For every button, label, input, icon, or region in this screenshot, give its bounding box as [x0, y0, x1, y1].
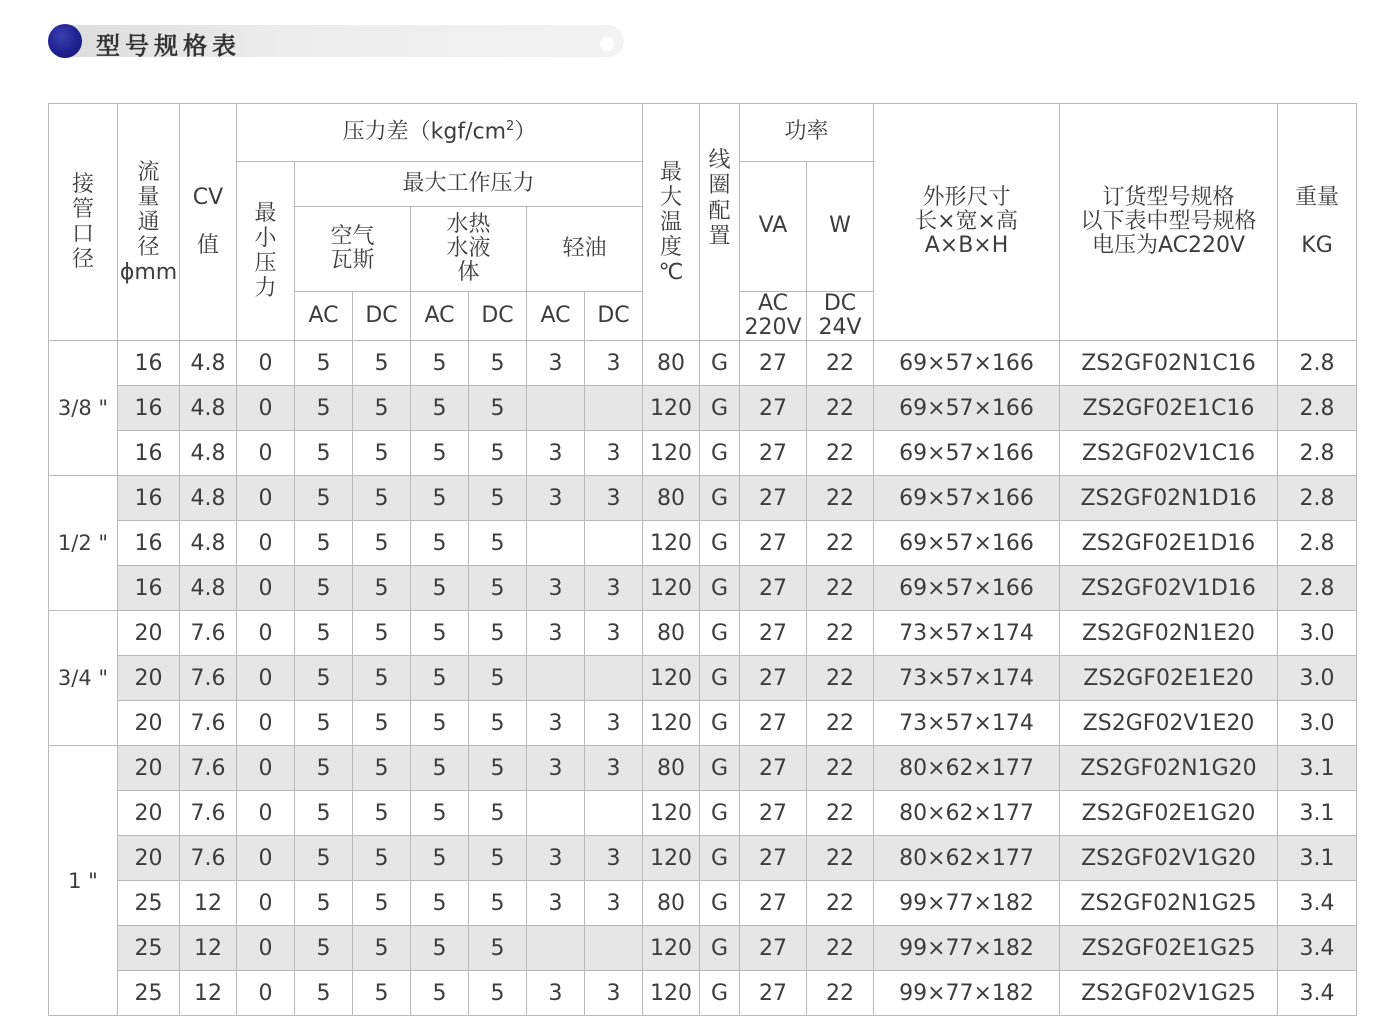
cell-coil: G — [700, 791, 740, 836]
header-w-sub: DC 24V — [807, 292, 874, 341]
cell-w: 22 — [807, 656, 874, 701]
header-max-temp: 最大温度 ℃ — [643, 104, 700, 341]
cell-air-dc: 5 — [353, 521, 411, 566]
cell-weight: 2.8 — [1278, 431, 1357, 476]
cell-va: 27 — [740, 881, 807, 926]
table-row — [49, 881, 1357, 926]
cell-coil: G — [700, 746, 740, 791]
cell-water-ac: 5 — [411, 971, 469, 1016]
cell-flow: 20 — [118, 791, 180, 836]
cell-va: 27 — [740, 431, 807, 476]
cell-oil-ac: 3 — [527, 431, 585, 476]
cell-water-dc: 5 — [469, 746, 527, 791]
table-row — [49, 791, 1357, 836]
cell-dims: 69×57×166 — [874, 521, 1060, 566]
cell-weight: 2.8 — [1278, 386, 1357, 431]
header-port: 接管口径 — [49, 104, 118, 341]
cell-flow: 25 — [118, 926, 180, 971]
cell-air-dc: 5 — [353, 701, 411, 746]
cell-va: 27 — [740, 341, 807, 386]
cell-oil-dc: 3 — [585, 341, 643, 386]
cell-dims: 80×62×177 — [874, 746, 1060, 791]
cell-temp: 120 — [643, 971, 700, 1016]
cell-weight: 2.8 — [1278, 476, 1357, 521]
cell-air-dc: 5 — [353, 431, 411, 476]
cell-weight: 3.0 — [1278, 701, 1357, 746]
header-oil-ac: AC — [527, 292, 585, 341]
table-row — [49, 521, 1357, 566]
header-min-pressure: 最小压力 — [237, 162, 295, 341]
cell-air-ac: 5 — [295, 521, 353, 566]
cell-va: 27 — [740, 521, 807, 566]
cell-flow: 16 — [118, 431, 180, 476]
cell-oil-ac: 3 — [527, 746, 585, 791]
cell-weight: 3.4 — [1278, 926, 1357, 971]
cell-water-dc: 5 — [469, 476, 527, 521]
table-row — [49, 386, 1357, 431]
cell-oil-ac: 3 — [527, 701, 585, 746]
cell-w: 22 — [807, 791, 874, 836]
cell-temp: 120 — [643, 566, 700, 611]
cell-w: 22 — [807, 566, 874, 611]
section-title: 型号规格表 — [96, 31, 241, 60]
cell-dims: 69×57×166 — [874, 386, 1060, 431]
table-row — [49, 566, 1357, 611]
cell-air-ac: 5 — [295, 611, 353, 656]
cell-flow: 16 — [118, 476, 180, 521]
cell-coil: G — [700, 431, 740, 476]
cell-water-dc: 5 — [469, 971, 527, 1016]
cell-dims: 99×77×182 — [874, 881, 1060, 926]
cell-coil: G — [700, 926, 740, 971]
cell-oil-dc: 3 — [585, 701, 643, 746]
header-oil-dc: DC — [585, 292, 643, 341]
cell-model: ZS2GF02V1D16 — [1060, 566, 1278, 611]
cell-temp: 120 — [643, 791, 700, 836]
cell-temp: 80 — [643, 746, 700, 791]
cell-weight: 3.4 — [1278, 971, 1357, 1016]
cell-dims: 69×57×166 — [874, 566, 1060, 611]
cell-min: 0 — [237, 521, 295, 566]
cell-temp: 120 — [643, 701, 700, 746]
cell-min: 0 — [237, 791, 295, 836]
cell-coil: G — [700, 836, 740, 881]
cell-water-dc: 5 — [469, 701, 527, 746]
cell-weight: 3.1 — [1278, 746, 1357, 791]
cell-model: ZS2GF02V1G25 — [1060, 971, 1278, 1016]
cell-coil: G — [700, 971, 740, 1016]
cell-air-ac: 5 — [295, 341, 353, 386]
cell-model: ZS2GF02N1G25 — [1060, 881, 1278, 926]
table-row — [49, 611, 1357, 656]
header-coil: 线圈配置 — [700, 104, 740, 341]
cell-air-dc: 5 — [353, 566, 411, 611]
cell-water-ac: 5 — [411, 341, 469, 386]
header-dims: 外形尺寸 长×宽×高 A×B×H — [874, 104, 1060, 341]
cell-coil: G — [700, 611, 740, 656]
cell-oil-ac: 3 — [527, 341, 585, 386]
cell-model: ZS2GF02E1G20 — [1060, 791, 1278, 836]
table-row — [49, 701, 1357, 746]
cell-coil: G — [700, 341, 740, 386]
cell-air-ac: 5 — [295, 791, 353, 836]
header-pressure-group: 压力差$(kgf/cm^2)$ — [237, 104, 643, 162]
cell-oil-dc — [585, 656, 643, 701]
cell-temp: 120 — [643, 656, 700, 701]
cell-water-dc: 5 — [469, 611, 527, 656]
cell-dims: 69×57×166 — [874, 476, 1060, 521]
cell-weight: 3.1 — [1278, 791, 1357, 836]
cell-air-dc: 5 — [353, 791, 411, 836]
cell-w: 22 — [807, 881, 874, 926]
cell-water-ac: 5 — [411, 836, 469, 881]
cell-flow: 25 — [118, 971, 180, 1016]
cell-water-ac: 5 — [411, 656, 469, 701]
cell-va: 27 — [740, 476, 807, 521]
cell-cv: 12 — [180, 926, 237, 971]
cell-air-ac: 5 — [295, 881, 353, 926]
header-power: 功率 — [740, 104, 874, 162]
cell-va: 27 — [740, 611, 807, 656]
cell-air-ac: 5 — [295, 476, 353, 521]
cell-coil: G — [700, 656, 740, 701]
cell-w: 22 — [807, 521, 874, 566]
cell-model: ZS2GF02N1D16 — [1060, 476, 1278, 521]
cell-dims: 73×57×174 — [874, 611, 1060, 656]
cell-air-ac: 5 — [295, 971, 353, 1016]
cell-dims: 73×57×174 — [874, 656, 1060, 701]
header-air-ac: AC — [295, 292, 353, 341]
cell-cv: 12 — [180, 971, 237, 1016]
cell-water-ac: 5 — [411, 476, 469, 521]
cell-cv: 7.6 — [180, 656, 237, 701]
header-flow: 流量通径 ϕmm — [118, 104, 180, 341]
cell-water-ac: 5 — [411, 566, 469, 611]
cell-air-dc: 5 — [353, 476, 411, 521]
cell-weight: 2.8 — [1278, 566, 1357, 611]
cell-temp: 120 — [643, 386, 700, 431]
cell-va: 27 — [740, 386, 807, 431]
cell-air-dc: 5 — [353, 341, 411, 386]
cell-air-dc: 5 — [353, 746, 411, 791]
cell-oil-ac: 3 — [527, 566, 585, 611]
header-order-model: 订货型号规格 以下表中型号规格 电压为AC220V — [1060, 104, 1278, 341]
cell-oil-dc — [585, 521, 643, 566]
cell-va: 27 — [740, 746, 807, 791]
cell-temp: 120 — [643, 836, 700, 881]
table-row — [49, 431, 1357, 476]
header-water: 水热水液体 — [411, 207, 527, 292]
cell-dims: 99×77×182 — [874, 971, 1060, 1016]
table-body — [49, 341, 1357, 1016]
cell-min: 0 — [237, 476, 295, 521]
cell-oil-dc: 3 — [585, 476, 643, 521]
cell-oil-ac — [527, 791, 585, 836]
cell-oil-ac — [527, 656, 585, 701]
cell-min: 0 — [237, 971, 295, 1016]
cell-water-ac: 5 — [411, 431, 469, 476]
cell-coil: G — [700, 386, 740, 431]
cell-model: ZS2GF02E1C16 — [1060, 386, 1278, 431]
cell-water-ac: 5 — [411, 881, 469, 926]
table-row — [49, 926, 1357, 971]
cell-min: 0 — [237, 611, 295, 656]
cell-cv: 4.8 — [180, 476, 237, 521]
cell-oil-dc: 3 — [585, 611, 643, 656]
cell-oil-ac: 3 — [527, 476, 585, 521]
cell-model: ZS2GF02V1E20 — [1060, 701, 1278, 746]
cell-flow: 20 — [118, 656, 180, 701]
blue-bullet-icon — [48, 24, 82, 58]
cell-dims: 69×57×166 — [874, 341, 1060, 386]
cell-min: 0 — [237, 881, 295, 926]
cell-water-dc: 5 — [469, 926, 527, 971]
cell-flow: 20 — [118, 746, 180, 791]
cell-w: 22 — [807, 431, 874, 476]
cell-flow: 20 — [118, 701, 180, 746]
cell-air-ac: 5 — [295, 836, 353, 881]
cell-oil-dc: 3 — [585, 566, 643, 611]
cell-w: 22 — [807, 386, 874, 431]
cell-flow: 16 — [118, 341, 180, 386]
section-title-bar — [48, 22, 626, 60]
cell-model: ZS2GF02N1E20 — [1060, 611, 1278, 656]
header-air: 空气瓦斯 — [295, 207, 411, 292]
header-water-ac: AC — [411, 292, 469, 341]
cell-coil: G — [700, 566, 740, 611]
cell-min: 0 — [237, 386, 295, 431]
cell-water-dc: 5 — [469, 386, 527, 431]
cell-flow: 16 — [118, 386, 180, 431]
cell-va: 27 — [740, 791, 807, 836]
cell-air-ac: 5 — [295, 656, 353, 701]
cell-min: 0 — [237, 926, 295, 971]
cell-w: 22 — [807, 971, 874, 1016]
cell-oil-ac: 3 — [527, 836, 585, 881]
cell-coil: G — [700, 701, 740, 746]
table-row — [49, 836, 1357, 881]
cell-temp: 80 — [643, 341, 700, 386]
cell-water-dc: 5 — [469, 521, 527, 566]
header-weight: 重量 KG — [1278, 104, 1357, 341]
cell-model: ZS2GF02N1G20 — [1060, 746, 1278, 791]
cell-va: 27 — [740, 656, 807, 701]
cell-dims: 80×62×177 — [874, 836, 1060, 881]
cell-va: 27 — [740, 836, 807, 881]
cell-oil-ac: 3 — [527, 881, 585, 926]
cell-min: 0 — [237, 341, 295, 386]
cell-oil-dc: 3 — [585, 971, 643, 1016]
cell-water-dc: 5 — [469, 836, 527, 881]
cell-cv: 7.6 — [180, 611, 237, 656]
cell-w: 22 — [807, 341, 874, 386]
cell-coil: G — [700, 881, 740, 926]
cell-cv: 4.8 — [180, 566, 237, 611]
cell-dims: 99×77×182 — [874, 926, 1060, 971]
cell-water-ac: 5 — [411, 926, 469, 971]
cell-model: ZS2GF02N1C16 — [1060, 341, 1278, 386]
cell-oil-dc: 3 — [585, 431, 643, 476]
header-max-work-pressure: 最大工作压力 — [295, 162, 643, 207]
cell-va: 27 — [740, 701, 807, 746]
cell-model: ZS2GF02E1G25 — [1060, 926, 1278, 971]
cell-air-ac: 5 — [295, 926, 353, 971]
table-row — [49, 746, 1357, 791]
cell-air-ac: 5 — [295, 386, 353, 431]
cell-min: 0 — [237, 701, 295, 746]
cell-oil-ac: 3 — [527, 611, 585, 656]
cell-model: ZS2GF02V1C16 — [1060, 431, 1278, 476]
cell-air-ac: 5 — [295, 746, 353, 791]
port-size-cell: 1/2 " — [49, 476, 118, 611]
cell-min: 0 — [237, 431, 295, 476]
header-cv: CV 值 — [180, 104, 237, 341]
cell-oil-ac — [527, 521, 585, 566]
cell-weight: 2.8 — [1278, 341, 1357, 386]
header-light-oil: 轻油 — [527, 207, 643, 292]
header-w: W — [807, 162, 874, 292]
port-size-cell: 3/8 " — [49, 341, 118, 476]
cell-va: 27 — [740, 971, 807, 1016]
cell-weight: 3.1 — [1278, 836, 1357, 881]
cell-temp: 80 — [643, 611, 700, 656]
cell-air-dc: 5 — [353, 386, 411, 431]
cell-oil-ac — [527, 386, 585, 431]
cell-oil-dc: 3 — [585, 881, 643, 926]
cell-min: 0 — [237, 656, 295, 701]
cell-air-ac: 5 — [295, 566, 353, 611]
pill-end-dot-icon — [600, 37, 614, 51]
cell-oil-ac — [527, 926, 585, 971]
cell-coil: G — [700, 476, 740, 521]
cell-model: ZS2GF02V1G20 — [1060, 836, 1278, 881]
cell-air-dc: 5 — [353, 971, 411, 1016]
cell-model: ZS2GF02E1E20 — [1060, 656, 1278, 701]
cell-va: 27 — [740, 566, 807, 611]
cell-water-dc: 5 — [469, 341, 527, 386]
cell-temp: 120 — [643, 521, 700, 566]
cell-water-dc: 5 — [469, 791, 527, 836]
cell-w: 22 — [807, 836, 874, 881]
table-header — [49, 104, 1357, 341]
header-water-dc: DC — [469, 292, 527, 341]
cell-dims: 73×57×174 — [874, 701, 1060, 746]
cell-cv: 7.6 — [180, 836, 237, 881]
cell-cv: 4.8 — [180, 386, 237, 431]
cell-oil-ac: 3 — [527, 971, 585, 1016]
cell-flow: 16 — [118, 566, 180, 611]
cell-coil: G — [700, 521, 740, 566]
table-row — [49, 476, 1357, 521]
cell-model: ZS2GF02E1D16 — [1060, 521, 1278, 566]
cell-w: 22 — [807, 746, 874, 791]
cell-weight: 3.4 — [1278, 881, 1357, 926]
cell-temp: 120 — [643, 431, 700, 476]
cell-water-dc: 5 — [469, 566, 527, 611]
cell-air-dc: 5 — [353, 836, 411, 881]
cell-cv: 4.8 — [180, 521, 237, 566]
cell-air-ac: 5 — [295, 701, 353, 746]
cell-water-ac: 5 — [411, 746, 469, 791]
cell-temp: 80 — [643, 476, 700, 521]
port-size-cell: 3/4 " — [49, 611, 118, 746]
cell-air-dc: 5 — [353, 656, 411, 701]
cell-w: 22 — [807, 611, 874, 656]
header-air-dc: DC — [353, 292, 411, 341]
cell-cv: 4.8 — [180, 341, 237, 386]
table-row — [49, 656, 1357, 701]
cell-water-dc: 5 — [469, 881, 527, 926]
table-row — [49, 971, 1357, 1016]
cell-w: 22 — [807, 476, 874, 521]
cell-cv: 4.8 — [180, 431, 237, 476]
cell-va: 27 — [740, 926, 807, 971]
header-va: VA — [740, 162, 807, 292]
cell-water-ac: 5 — [411, 611, 469, 656]
cell-w: 22 — [807, 701, 874, 746]
cell-oil-dc: 3 — [585, 836, 643, 881]
cell-w: 22 — [807, 926, 874, 971]
cell-temp: 80 — [643, 881, 700, 926]
model-spec-table — [48, 103, 1357, 1016]
header-va-sub: AC 220V — [740, 292, 807, 341]
cell-temp: 120 — [643, 926, 700, 971]
cell-oil-dc — [585, 926, 643, 971]
cell-oil-dc: 3 — [585, 746, 643, 791]
cell-water-ac: 5 — [411, 521, 469, 566]
cell-cv: 12 — [180, 881, 237, 926]
port-size-cell: 1 " — [49, 746, 118, 1016]
cell-air-dc: 5 — [353, 881, 411, 926]
cell-flow: 25 — [118, 881, 180, 926]
cell-weight: 2.8 — [1278, 521, 1357, 566]
cell-flow: 20 — [118, 611, 180, 656]
cell-water-ac: 5 — [411, 386, 469, 431]
cell-oil-dc — [585, 791, 643, 836]
cell-dims: 80×62×177 — [874, 791, 1060, 836]
cell-weight: 3.0 — [1278, 656, 1357, 701]
cell-water-dc: 5 — [469, 656, 527, 701]
cell-flow: 16 — [118, 521, 180, 566]
cell-dims: 69×57×166 — [874, 431, 1060, 476]
cell-min: 0 — [237, 746, 295, 791]
cell-air-dc: 5 — [353, 926, 411, 971]
cell-oil-dc — [585, 386, 643, 431]
cell-water-dc: 5 — [469, 431, 527, 476]
cell-min: 0 — [237, 566, 295, 611]
cell-cv: 7.6 — [180, 746, 237, 791]
table-row — [49, 341, 1357, 386]
cell-flow: 20 — [118, 836, 180, 881]
cell-water-ac: 5 — [411, 701, 469, 746]
cell-cv: 7.6 — [180, 791, 237, 836]
cell-weight: 3.0 — [1278, 611, 1357, 656]
cell-min: 0 — [237, 836, 295, 881]
cell-water-ac: 5 — [411, 791, 469, 836]
cell-air-dc: 5 — [353, 611, 411, 656]
cell-cv: 7.6 — [180, 701, 237, 746]
cell-air-ac: 5 — [295, 431, 353, 476]
